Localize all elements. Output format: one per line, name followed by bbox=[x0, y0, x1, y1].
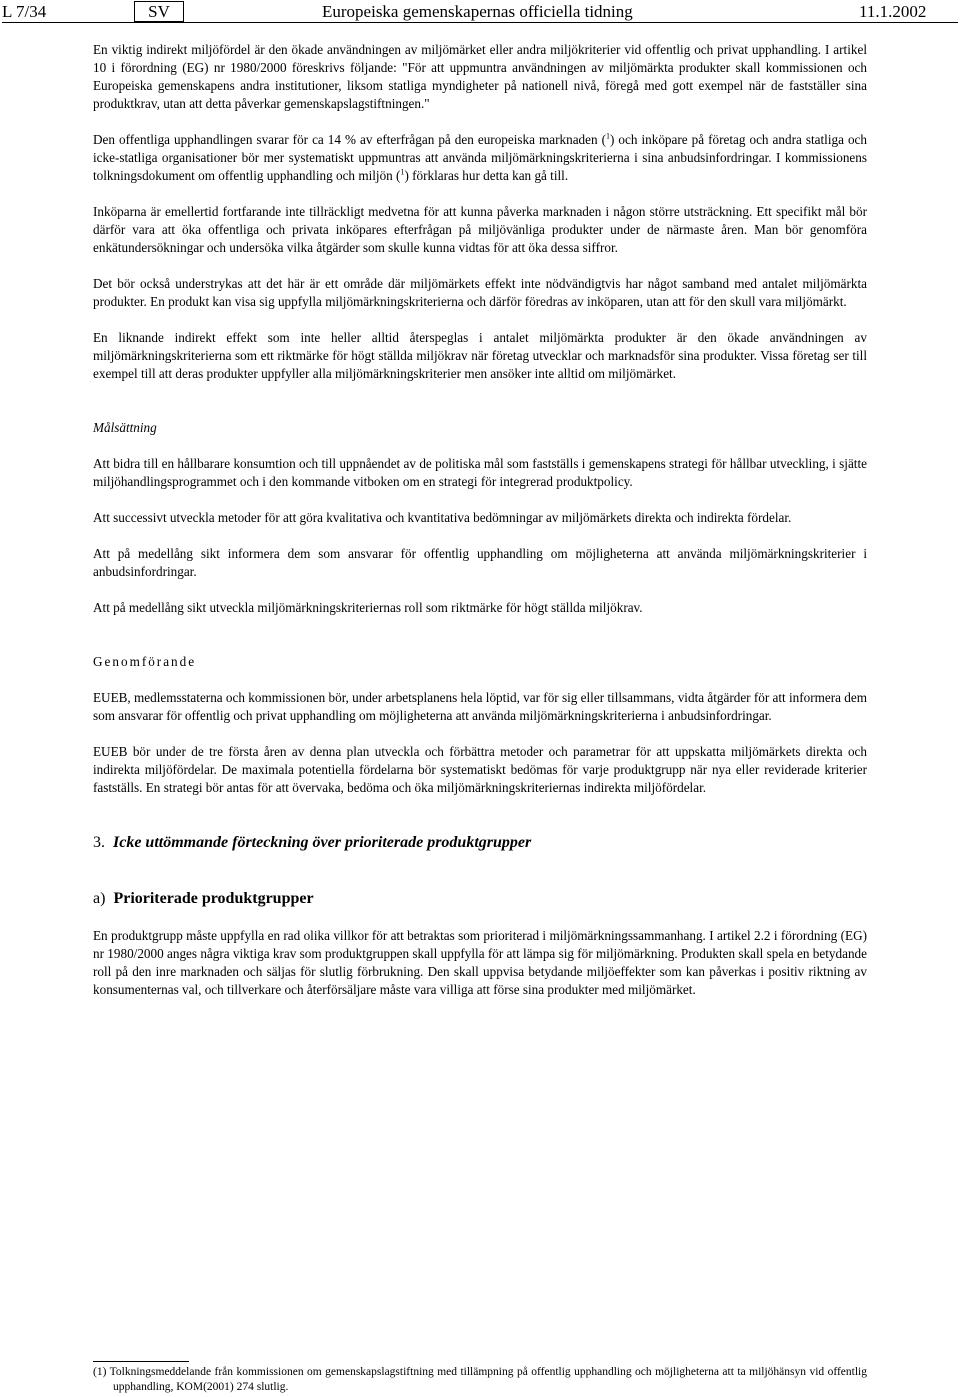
paragraph-text: ) och inköpare på företag och andra statliga och icke-statliga organisationer bör mer systematiskt uppmuntras att använda miljömärkningskriterierna i sina anbudsinfordringar. I kommissionens tolkningsdokument om offentlig upphandling och miljön ( bbox=[93, 132, 867, 183]
paragraph: En liknande indirekt effekt som inte heller alltid återspeglas i antalet miljömärkta produkter är den ökade användningen av miljömärkningskriterierna som ett riktmärke för högt ställda miljökrav när företag utvecklar och marknadsför sina produkter. Vissa företag ser till exempel till att deras produkter uppfyller alla miljömärkningskriterier men ansöker inte alltid om miljömärket. bbox=[93, 330, 867, 381]
footnote-rule bbox=[93, 1361, 189, 1362]
footnote-text: Tolkningsmeddelande från kommissionen om gemenskapslagstiftning med tillämpning på offentlig upphandling och möjligheterna att ta miljöhänsyn vid offentlig upphandling, KOM(2001) 274 slutlig. bbox=[109, 1366, 867, 1393]
header-rule bbox=[2, 22, 958, 23]
subsection-title: Prioriterade produktgrupper bbox=[113, 890, 314, 907]
footnote-reference: 1 bbox=[606, 131, 611, 141]
paragraph: Att på medellång sikt informera dem som ansvarar för offentlig upphandling om möjligheterna att använda miljömärkningskriterier i anbudsinfordringar. bbox=[93, 546, 867, 579]
subsection-a-heading bbox=[93, 889, 867, 909]
page-reference: L 7/34 bbox=[2, 2, 47, 21]
language-badge: SV bbox=[134, 1, 184, 22]
section-number: 3. bbox=[93, 834, 105, 851]
footnote-marker: (1) bbox=[93, 1366, 107, 1378]
paragraph: EUEB, medlemsstaterna och kommissionen bör, under arbetsplanens hela löptid, var för sig eller tillsammans, vidta åtgärder för att informera dem som ansvarar för offentlig och privat upphandling om möjligheterna att använda miljömärkningskriterierna i anbudsinfordringar. bbox=[93, 690, 868, 723]
paragraph: En viktig indirekt miljöfördel är den ökade användningen av miljömärket eller andra miljökriterier vid offentlig och privat upphandling. I artikel 10 i förordning (EG) nr 1980/2000 föreskrivs följande: "För att uppmuntra användningen av miljömärkta produkter skall kommissionen och Europeiska gemenskapens andra institutioner, liksom statliga myndigheter på nationell nivå, föregå med gott exempel när de fastställer sina produktkrav, utan att detta påverkar gemenskapslagstiftningen." bbox=[93, 42, 867, 111]
paragraph: Att bidra till en hållbarare konsumtion och till uppnåendet av de politiska mål som fastställs i gemenskapens strategi för hållbar utveckling, i sjätte miljöhandlingsprogrammet och i den kommande vitboken om en strategi för integrerad produktpolicy. bbox=[93, 456, 867, 489]
journal-title: Europeiska gemenskapernas officiella tidning bbox=[322, 2, 633, 21]
footnote bbox=[93, 1365, 867, 1395]
paragraph: Att på medellång sikt utveckla miljömärkningskriteriernas roll som riktmärke för högt ställda miljökrav. bbox=[93, 600, 643, 615]
paragraph: Inköparna är emellertid fortfarande inte tillräckligt medvetna för att kunna påverka marknaden i någon större utsträckning. Ett specifikt mål bör därför vara att öka offentliga och privata inköpares efterfrågan på miljövänliga produkter under de närmaste åren. Man bör genomföra enkätundersökningar och undersöka vilka åtgärder som skulle kunna vidtas för att öka dessa siffror. bbox=[93, 204, 867, 255]
publication-date: 11.1.2002 bbox=[859, 2, 927, 21]
paragraph: En produktgrupp måste uppfylla en rad olika villkor för att betraktas som prioriterad i miljömärkningssammanhang. I artikel 2.2 i förordning (EG) nr 1980/2000 anges några viktiga krav som produktgruppen skall uppfylla för att lämpa sig för miljömärkning. Produkten skall spela en betydande roll på den inre marknaden och säljas för slutlig förbrukning. Den skall uppvisa betydande miljöeffekter som kan påverkas i positiv riktning av konsumenternas val, och tillverkare och återförsäljare måste vara villiga att förse sina produkter med miljömärket. bbox=[93, 928, 867, 997]
paragraph: Att successivt utveckla metoder för att göra kvalitativa och kvantitativa bedömningar av miljömärkets direkta och indirekta fördelar. bbox=[93, 510, 792, 525]
section-heading-malsattning: Målsättning bbox=[93, 420, 157, 435]
section-title: Icke uttömmande förteckning över prioriterade produktgrupper bbox=[113, 834, 532, 851]
document-body bbox=[93, 41, 867, 999]
subsection-label: a) bbox=[93, 890, 106, 907]
paragraph bbox=[93, 131, 867, 185]
paragraph-text: Den offentliga upphandlingen svarar för ca 14 % av efterfrågan på den europeiska marknaden ( bbox=[93, 132, 607, 147]
section-heading-genomforande: Genomförande bbox=[93, 654, 197, 669]
footnote-reference: 1 bbox=[400, 167, 405, 177]
section-3-heading bbox=[93, 833, 867, 853]
paragraph: EUEB bör under de tre första åren av denna plan utveckla och förbättra metoder och parametrar för att uppskatta miljömärkets direkta och indirekta miljöfördelar. De maximala potentiella fördelarna bör systematiskt bedömas för varje produktgrupp när nya eller reviderade kriterier fastställs. En strategi bör antas för att övervaka, bedöma och öka miljömärkningskriteriernas indirekta miljöfördelar. bbox=[93, 744, 867, 795]
page-header bbox=[0, 0, 960, 24]
paragraph-text: ) förklaras hur detta kan gå till. bbox=[404, 168, 569, 183]
paragraph: Det bör också understrykas att det här är ett område där miljömärkets effekt inte nödvändigtvis har något samband med antalet miljömärkta produkter. En produkt kan visa sig uppfylla miljömärkningskriterierna och därför föredras av inköparen, utan att för den skull vara miljömärkt. bbox=[93, 276, 867, 309]
